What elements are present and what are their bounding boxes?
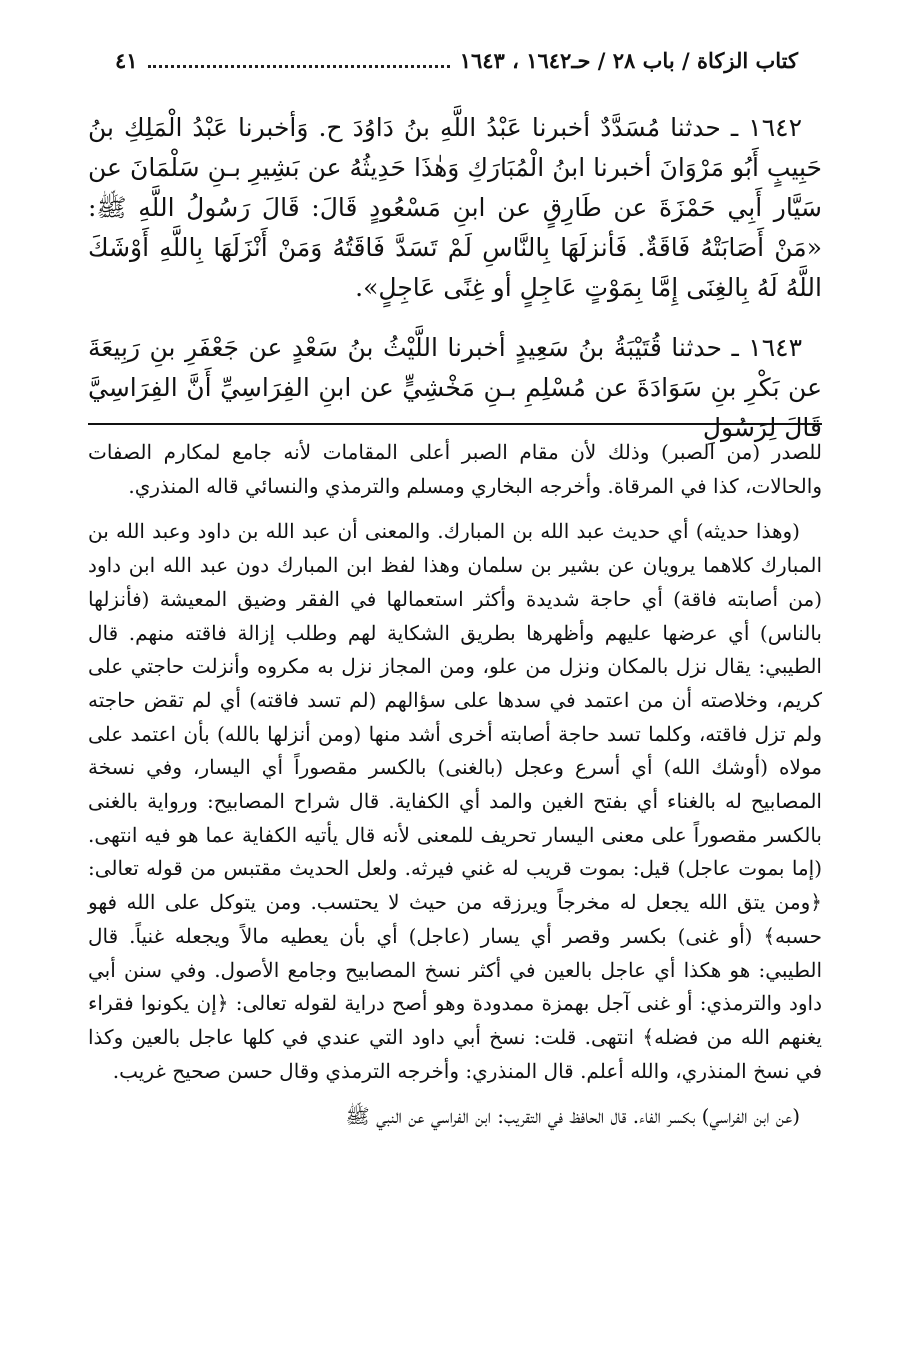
commentary-paragraph-3: (عن ابن الفراسي) بكسر الفاء. قال الحافظ في التقريب: ابن الفراسي عن النبي ﷺ	[345, 1104, 800, 1129]
footnote-separator	[88, 423, 822, 425]
commentary-paragraph-2: (وهذا حديثه) أي حديث عبد الله بن المبارك. والمعنى أن عبد الله بن داود وعبد الله بن المبارك كلاهما يرويان عن بشير بن سلمان وهذا لفظ ابن المبارك دون عبد الله ابن داود (من أصابته فاقة) أي حاجة شديدة وأكثر استعمالها في الفقر وضيق المعيشة (فأنزلها بالناس) أي عرضها عليهم وأظهرها بطريق الشكاية لهم وطلب إزالة فاقته منهم. قال الطيبي: يقال نزل بالمكان ونزل من علو، ومن المجاز نزل به مكروه وأنزلت حاجتي على كريم، وخلاصته أن من اعتمد في سدها على سؤالهم (لم تسد فاقته) أي لم تقض حاجته ولم تزل فاقته، وكلما تسد حاجة أصابته أخرى أشد منها (ومن أنزلها بالله) بأن اعتمد على مولاه (أوشك الله) أي أسرع وعجل (بالغنى) بالكسر مقصوراً أي اليسار، وفي نسخة المصابيح له بالغناء أي بفتح الغين والمد أي الكفاية. قال شراح المصابيح: ورواية بالغنى بالكسر مقصوراً على معنى اليسار تحريف للمعنى لأنه قال يأتيه الكفاية عما هو فيه انتهى. (إما بموت عاجل) قيل: بموت قريب له غني فيرثه. ولعل الحديث مقتبس من قوله تعالى: ﴿ومن يتق الله يجعل له مخرجاً ويرزقه من حيث لا يحتسب. ومن يتوكل على الله فهو حسبه﴾ (أو غنى) بكسر وقصر أي يسار (عاجل) أي بأن يعطيه مالاً ويجعله غنياً. قال الطيبي: هو هكذا أي عاجل بالعين في أكثر نسخ المصابيح وجامع الأصول. وفي سنن أبي داود والترمذي: أو غنى آجل بهمزة ممدودة وهو أصح دراية لقوله تعالى: ﴿إن يكونوا فقراء يغنهم الله من فضله﴾ انتهى. قلت: نسخ أبي داود التي عندي في كلها عاجل بالعين وكذا في نسخ المنذري، والله أعلم. قال المنذري: وأخرجه الترمذي وقال حسن صحيح غريب.	[88, 519, 822, 1083]
hadith-1642: ١٦٤٢ ـ حدثنا مُسَدَّدٌ أخبرنا عَبْدُ اللَّهِ بنُ دَاوُدَ ح. وَأخبرنا عَبْدُ الْمَلِكِ بنُ حَبِيبٍ أَبُو مَرْوَانَ أخبرنا ابنُ الْمُبَارَكِ وَهٰذَا حَدِيثُهُ عن بَشِيرِ بـنِ سَلْمَانَ عن سَيَّار أَبِي حَمْزَةَ عن طَارِقٍ عن ابنِ مَسْعُودٍ قَالَ: قَالَ رَسُولُ اللَّهِ ﷺ: «مَنْ أَصَابَتْهُ فَاقَةٌ. فَأنزلَهَا بِالنَّاسِ لَمْ تَسَدَّ فَاقَتُهُ وَمَنْ أَنْزَلَهَا بِاللَّهِ أَوْشَكَ اللَّهُ لَهُ بِالغِنَى إِمَّا بِمَوْتٍ عَاجِلٍ أو غِنًى عَاجِلٍ».	[88, 113, 822, 302]
hadith-1643: ١٦٤٣ ـ حدثنا قُتَيْبَةُ بنُ سَعِيدٍ أخبرنا اللَّيْثُ بنُ سَعْدٍ عن جَعْفَرِ بنِ رَبِيعَةَ عن بَكْرِ بنِ سَوَادَةَ عن مُسْلِمِ بـنِ مَخْشِيٍّ عن ابنِ الفِرَاسِيِّ أَنَّ الفِرَاسِيَّ قَالَ لِرَسُولِ	[88, 333, 822, 442]
page-number: ٤١	[115, 47, 138, 73]
commentary	[88, 436, 822, 1134]
header-dot-leader	[148, 65, 450, 68]
hadith-text	[88, 108, 822, 468]
running-head	[115, 40, 798, 80]
header-title: كتاب الزكاة / باب ٢٨ / حـ١٦٤٢ ، ١٦٤٣	[459, 47, 798, 73]
commentary-paragraph-1: للصدر (من الصبر) وذلك لأن مقام الصبر أعلى المقامات لأنه جامع لمكارم الصفات والحالات، كذا في المرقاة. وأخرجه البخاري ومسلم والترمذي والنسائي قاله المنذري.	[88, 440, 822, 498]
